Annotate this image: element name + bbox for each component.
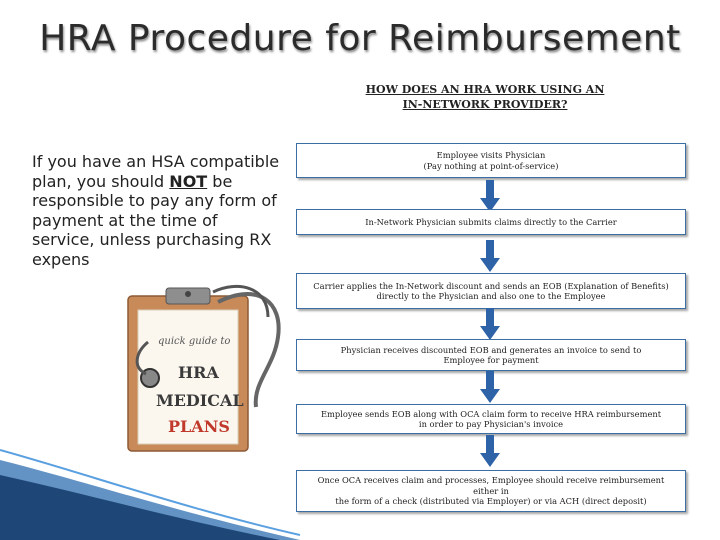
flow-step-1-text: Employee visits Physician (Pay nothing at point-of-service)	[423, 150, 559, 171]
decorative-corner-swoosh	[0, 440, 300, 540]
clipboard-illustration	[118, 282, 293, 457]
flowchart-title-line1: HOW DOES AN HRA WORK USING AN	[365, 83, 605, 96]
flow-step-1	[296, 143, 686, 178]
body-text	[32, 152, 282, 269]
body-text-part-1: If you have an HSA compatible plan, you should	[32, 152, 280, 191]
flowchart-title	[355, 82, 615, 112]
clipboard-plans: PLANS	[168, 417, 230, 436]
down-arrow-icon	[480, 435, 500, 467]
flowchart-title-line2: IN-NETWORK PROVIDER?	[402, 98, 568, 111]
down-arrow-icon	[480, 240, 500, 272]
flow-step-5-text: Employee sends EOB along with OCA claim form to receive HRA reimbursement in order to pay Physician's invoice	[320, 408, 662, 429]
body-text-part-3: be responsible to pay any form of payment at the time of service, unless purchasing RX expens	[32, 171, 277, 269]
body-text-emphasis: NOT	[169, 171, 208, 191]
flow-step-4	[296, 339, 686, 371]
down-arrow-icon	[480, 180, 500, 212]
down-arrow-icon	[480, 371, 500, 403]
slide-title: HRA Procedure for Reimbursement	[39, 18, 681, 59]
flow-step-4-text: Physician receives discounted EOB and generates an invoice to send to Employee for payment	[340, 344, 642, 365]
flow-step-6	[296, 470, 686, 512]
clipboard-hra: HRA	[178, 363, 219, 382]
flow-step-6-text: Once OCA receives claim and processes, Employee should receive reimbursement either in the form of a check (distributed via Employer) or via ACH (direct deposit)	[317, 475, 665, 507]
flow-step-5	[296, 404, 686, 434]
flow-step-3	[296, 273, 686, 309]
down-arrow-icon	[480, 308, 500, 340]
flow-step-2-text: In-Network Physician submits claims directly to the Carrier	[365, 216, 617, 227]
flow-step-3-text: Carrier applies the In-Network discount and sends an EOB (Explanation of Benefits) directly to the Physician and also one to the Employee	[313, 280, 669, 301]
clipboard-caption: quick guide to	[158, 336, 231, 347]
flow-step-2	[296, 209, 686, 235]
clipboard-medical: MEDICAL	[156, 391, 244, 410]
